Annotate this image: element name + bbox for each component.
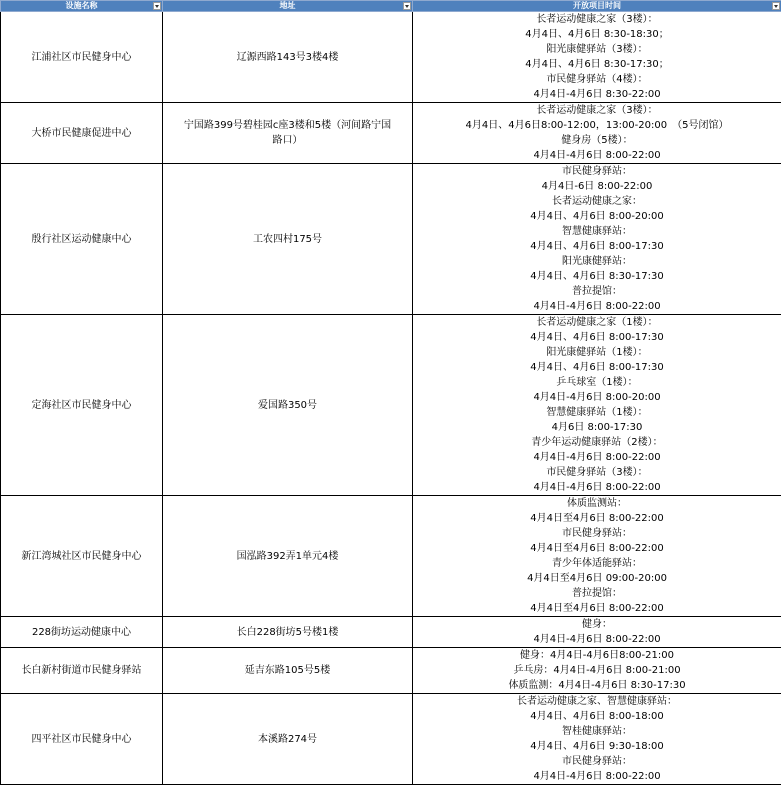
address-cell[interactable]: 长白228街坊5号楼1楼 (163, 617, 413, 648)
hours-line: 4月4日、4月6日 8:00-18:00 (413, 709, 781, 724)
filter-dropdown-icon[interactable] (772, 2, 780, 10)
table-row (1, 694, 781, 785)
hours-cell[interactable] (413, 694, 781, 785)
hours-line: 4月4日-4月6日 8:00-22:00 (413, 769, 781, 784)
hours-line: 长者运动健康之家（3楼）： (413, 12, 781, 27)
hours-line: 阳光康健驿站（1楼）： (413, 345, 781, 360)
hours-line: 4月4日、4月6日8:00-12:00，13:00-20:00 （5号闭馆） (413, 118, 781, 133)
table-row (1, 496, 781, 617)
hours-line: 4月4日-4月6日 8:00-22:00 (413, 480, 781, 495)
table-row (1, 12, 781, 103)
hours-line: 4月4日至4月6日 8:00-22:00 (413, 511, 781, 526)
hours-line: 智桂健康驿站： (413, 724, 781, 739)
filter-dropdown-icon[interactable] (153, 2, 161, 10)
hours-line: 体质监测：4月4日-4月6日 8:30-17:30 (413, 678, 781, 693)
hours-line: 4月4日、4月6日 8:00-17:30 (413, 330, 781, 345)
hours-line: 长者运动健康之家（1楼）： (413, 315, 781, 330)
hours-line: 4月4日、4月6日 8:30-17:30； (413, 57, 781, 72)
hours-cell[interactable] (413, 12, 781, 103)
facility-name-cell[interactable]: 长白新村街道市民健身驿站 (1, 648, 163, 694)
hours-cell[interactable] (413, 496, 781, 617)
header-row (1, 1, 781, 12)
hours-cell[interactable] (413, 648, 781, 694)
hours-line: 4月4日-6日 8:00-22:00 (413, 179, 781, 194)
header-hours-label: 开放项目时间 (573, 1, 621, 10)
hours-line: 4月4日-4月6日 8:00-22:00 (413, 632, 781, 647)
hours-line: 健身房（5楼）： (413, 133, 781, 148)
hours-line: 4月4日-4月6日 8:00-22:00 (413, 299, 781, 314)
hours-line: 市民健身驿站： (413, 754, 781, 769)
hours-line: 市民健身驿站： (413, 164, 781, 179)
hours-cell[interactable] (413, 315, 781, 496)
hours-line: 4月4日-4月6日 8:00-22:00 (413, 450, 781, 465)
hours-line: 市民健身驿站（3楼）： (413, 465, 781, 480)
hours-line: 市民健身驿站（4楼）： (413, 72, 781, 87)
facility-name-cell[interactable]: 四平社区市民健身中心 (1, 694, 163, 785)
hours-line: 智慧健康驿站（1楼）： (413, 405, 781, 420)
hours-line: 普拉提馆： (413, 586, 781, 601)
filter-dropdown-icon[interactable] (403, 2, 411, 10)
hours-line: 4月4日至4月6日 8:00-22:00 (413, 601, 781, 616)
hours-line: 4月4日、4月6日 8:00-20:00 (413, 209, 781, 224)
table-row (1, 315, 781, 496)
header-hours (413, 1, 781, 12)
hours-line: 市民健身驿站： (413, 526, 781, 541)
address-cell[interactable]: 辽源西路143号3楼4楼 (163, 12, 413, 103)
hours-cell[interactable] (413, 103, 781, 164)
address-cell[interactable]: 爱国路350号 (163, 315, 413, 496)
hours-line: 长者运动健康之家（3楼）： (413, 103, 781, 118)
hours-cell[interactable] (413, 164, 781, 315)
hours-line: 4月4日、4月6日 8:30-17:30 (413, 269, 781, 284)
header-address (163, 1, 413, 12)
facility-name-cell[interactable]: 228街坊运动健康中心 (1, 617, 163, 648)
hours-line: 阳光康健驿站： (413, 254, 781, 269)
hours-line: 乒乓房：4月4日-4月6日 8:00-21:00 (413, 663, 781, 678)
hours-line: 4月4日-4月6日 8:00-20:00 (413, 390, 781, 405)
hours-line: 4月4日至4月6日 09:00-20:00 (413, 571, 781, 586)
hours-line: 4月4日-4月6日 8:00-22:00 (413, 148, 781, 163)
hours-line: 青少年体适能驿站： (413, 556, 781, 571)
header-address-label: 地址 (280, 1, 296, 10)
hours-line: 4月6日 8:00-17:30 (413, 420, 781, 435)
address-cell[interactable]: 本溪路274号 (163, 694, 413, 785)
hours-line: 4月4日、4月6日 9:30-18:00 (413, 739, 781, 754)
facility-name-cell[interactable]: 殷行社区运动健康中心 (1, 164, 163, 315)
address-cell[interactable]: 延吉东路105号5楼 (163, 648, 413, 694)
hours-line: 青少年运动健康驿站（2楼）： (413, 435, 781, 450)
facility-name-cell[interactable]: 新江湾城社区市民健身中心 (1, 496, 163, 617)
address-cell[interactable]: 宁国路399号碧桂园c座3楼和5楼（河间路宁国路口） (163, 103, 413, 164)
header-name (1, 1, 163, 12)
table-row (1, 617, 781, 648)
address-cell[interactable]: 国泓路392弄1单元4楼 (163, 496, 413, 617)
table-row (1, 103, 781, 164)
address-cell[interactable]: 工农四村175号 (163, 164, 413, 315)
hours-line: 体质监测站： (413, 496, 781, 511)
hours-line: 4月4日至4月6日 8:00-22:00 (413, 541, 781, 556)
hours-line: 4月4日、4月6日 8:00-17:30 (413, 239, 781, 254)
facility-name-cell[interactable]: 定海社区市民健身中心 (1, 315, 163, 496)
hours-line: 健身： (413, 617, 781, 632)
hours-line: 长者运动健康之家、智慧健康驿站： (413, 694, 781, 709)
hours-cell[interactable] (413, 617, 781, 648)
hours-line: 普拉提馆： (413, 284, 781, 299)
hours-line: 4月4日、4月6日 8:30-18:30； (413, 27, 781, 42)
hours-line: 长者运动健康之家： (413, 194, 781, 209)
hours-line: 4月4日、4月6日 8:00-17:30 (413, 360, 781, 375)
hours-line: 乒乓球室（1楼）： (413, 375, 781, 390)
facility-name-cell[interactable]: 江浦社区市民健身中心 (1, 12, 163, 103)
facility-name-cell[interactable]: 大桥市民健康促进中心 (1, 103, 163, 164)
hours-line: 健身：4月4日-4月6日8:00-21:00 (413, 648, 781, 663)
hours-line: 阳光康健驿站（3楼）： (413, 42, 781, 57)
header-name-label: 设施名称 (66, 1, 98, 10)
hours-line: 4月4日-4月6日 8:30-22:00 (413, 87, 781, 102)
hours-line: 智慧健康驿站： (413, 224, 781, 239)
table-row (1, 648, 781, 694)
table-row (1, 164, 781, 315)
